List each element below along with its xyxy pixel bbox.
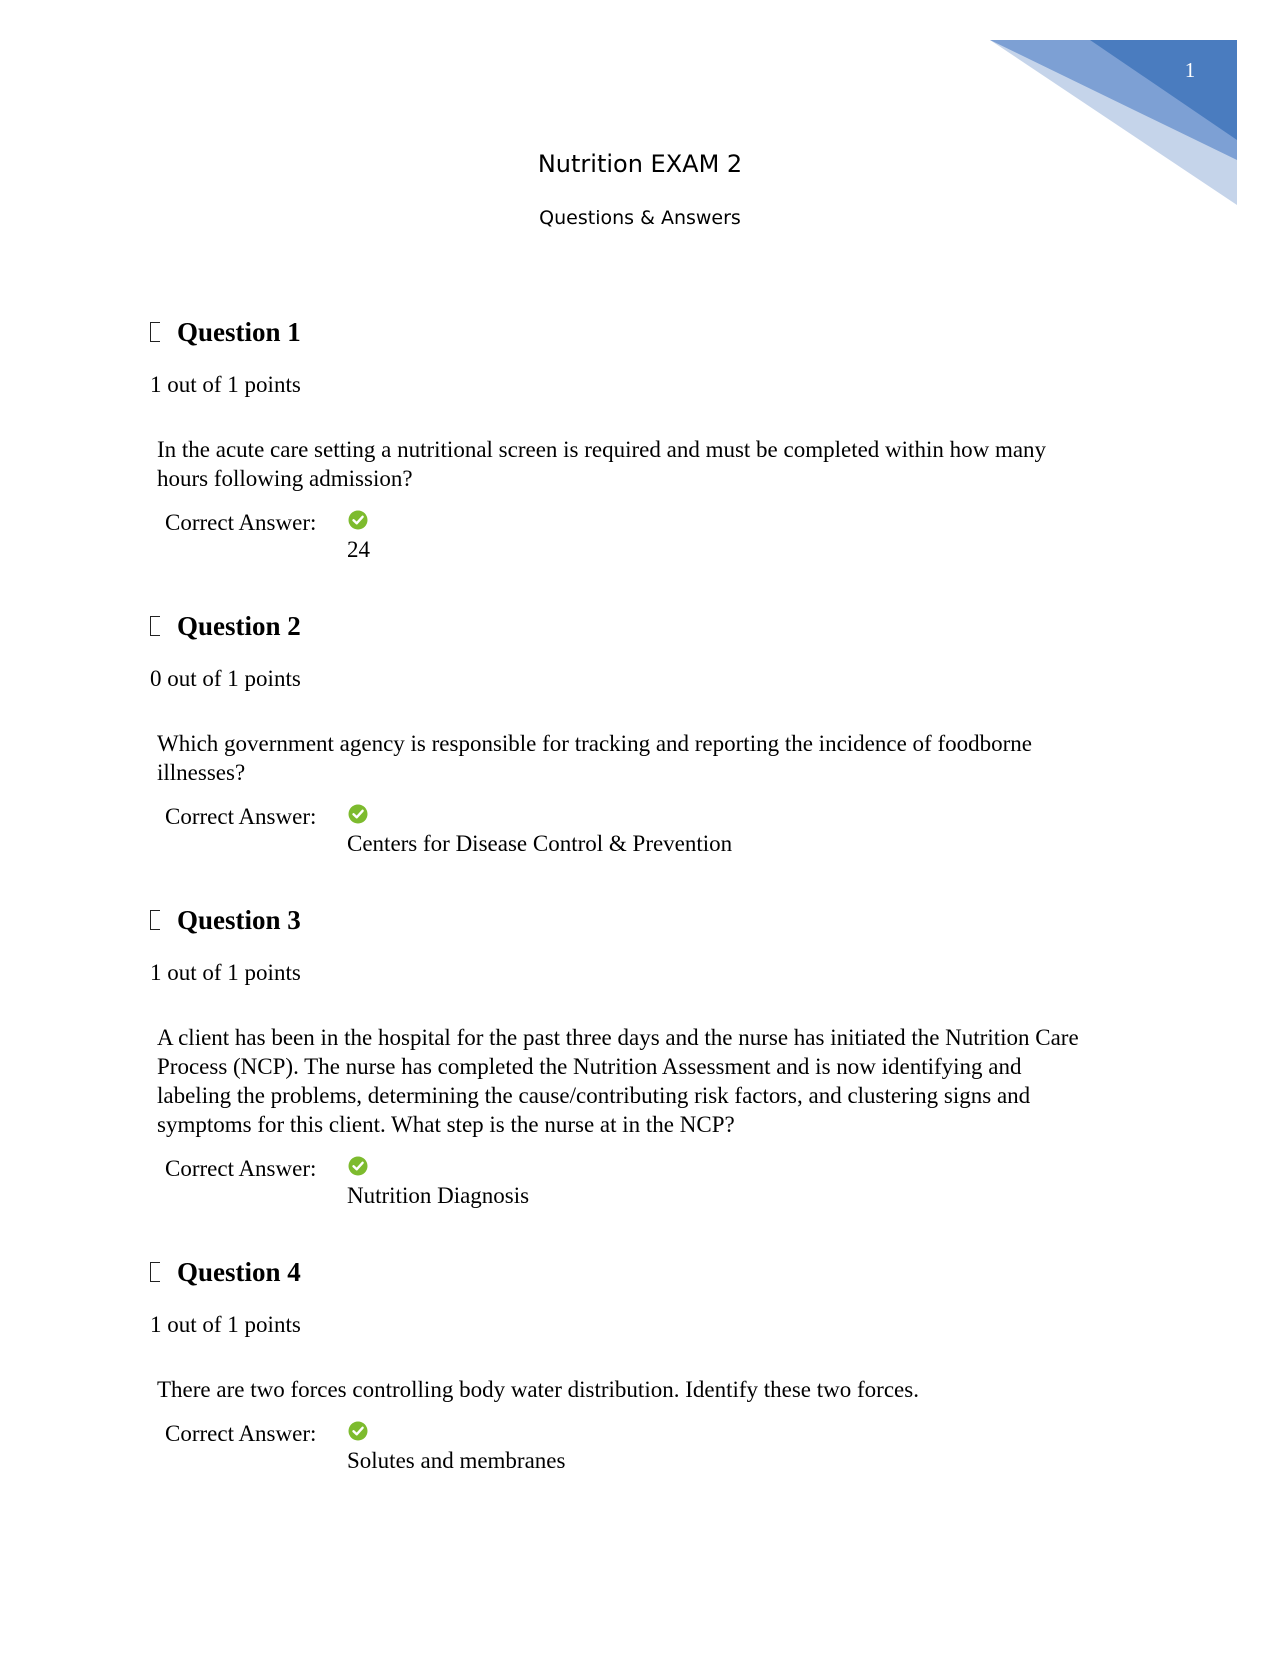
page-subtitle: Questions & Answers bbox=[539, 207, 741, 229]
answer-label: Correct Answer: bbox=[165, 510, 317, 535]
answer-row bbox=[165, 804, 368, 830]
question-points: 1 out of 1 points bbox=[150, 1312, 301, 1337]
answer-value: Solutes and membranes bbox=[347, 1448, 566, 1473]
answer-value: Nutrition Diagnosis bbox=[347, 1183, 530, 1208]
answer-row bbox=[165, 1156, 368, 1182]
question-points: 0 out of 1 points bbox=[150, 666, 301, 691]
question-title: Question 1 bbox=[177, 316, 301, 347]
answer-row bbox=[165, 510, 368, 536]
question-bracket-icon bbox=[150, 322, 160, 342]
check-icon bbox=[348, 1156, 368, 1176]
question-title: Question 3 bbox=[177, 904, 301, 935]
question-title: Question 2 bbox=[177, 610, 301, 641]
check-icon bbox=[348, 510, 368, 530]
check-icon bbox=[348, 1421, 368, 1441]
question-header bbox=[150, 1255, 301, 1289]
question-bracket-icon bbox=[150, 910, 160, 930]
answer-label: Correct Answer: bbox=[165, 1156, 317, 1181]
page-number: 1 bbox=[1184, 58, 1196, 82]
question-header bbox=[150, 609, 301, 643]
answer-label: Correct Answer: bbox=[165, 1421, 317, 1446]
question-text: Which government agency is responsible for tracking and reporting the incidence of foodborne illnesses? bbox=[157, 731, 1032, 785]
question-header bbox=[150, 315, 301, 349]
answer-value: Centers for Disease Control & Prevention bbox=[347, 831, 733, 856]
question-points: 1 out of 1 points bbox=[150, 372, 301, 397]
question-bracket-icon bbox=[150, 1262, 160, 1282]
answer-label: Correct Answer: bbox=[165, 804, 317, 829]
question-text: There are two forces controlling body water distribution. Identify these two forces. bbox=[157, 1377, 919, 1402]
question-text: In the acute care setting a nutritional screen is required and must be completed within how many hours following admission? bbox=[157, 437, 1047, 491]
question-header bbox=[150, 903, 301, 937]
question-bracket-icon bbox=[150, 616, 160, 636]
page-title: Nutrition EXAM 2 bbox=[537, 150, 743, 178]
question-points: 1 out of 1 points bbox=[150, 960, 301, 985]
question-text: A client has been in the hospital for the past three days and the nurse has initiated the Nutrition Care Process (NCP). The nurse has completed the Nutrition Assessment and is now identifying and labeling the problems, determining the cause/contributing risk factors, and clustering signs and symptoms for this client. What step is the nurse at in the NCP? bbox=[157, 1025, 1079, 1137]
answer-row bbox=[165, 1421, 368, 1447]
check-icon bbox=[348, 804, 368, 824]
question-title: Question 4 bbox=[177, 1256, 301, 1287]
answer-value: 24 bbox=[347, 537, 370, 562]
